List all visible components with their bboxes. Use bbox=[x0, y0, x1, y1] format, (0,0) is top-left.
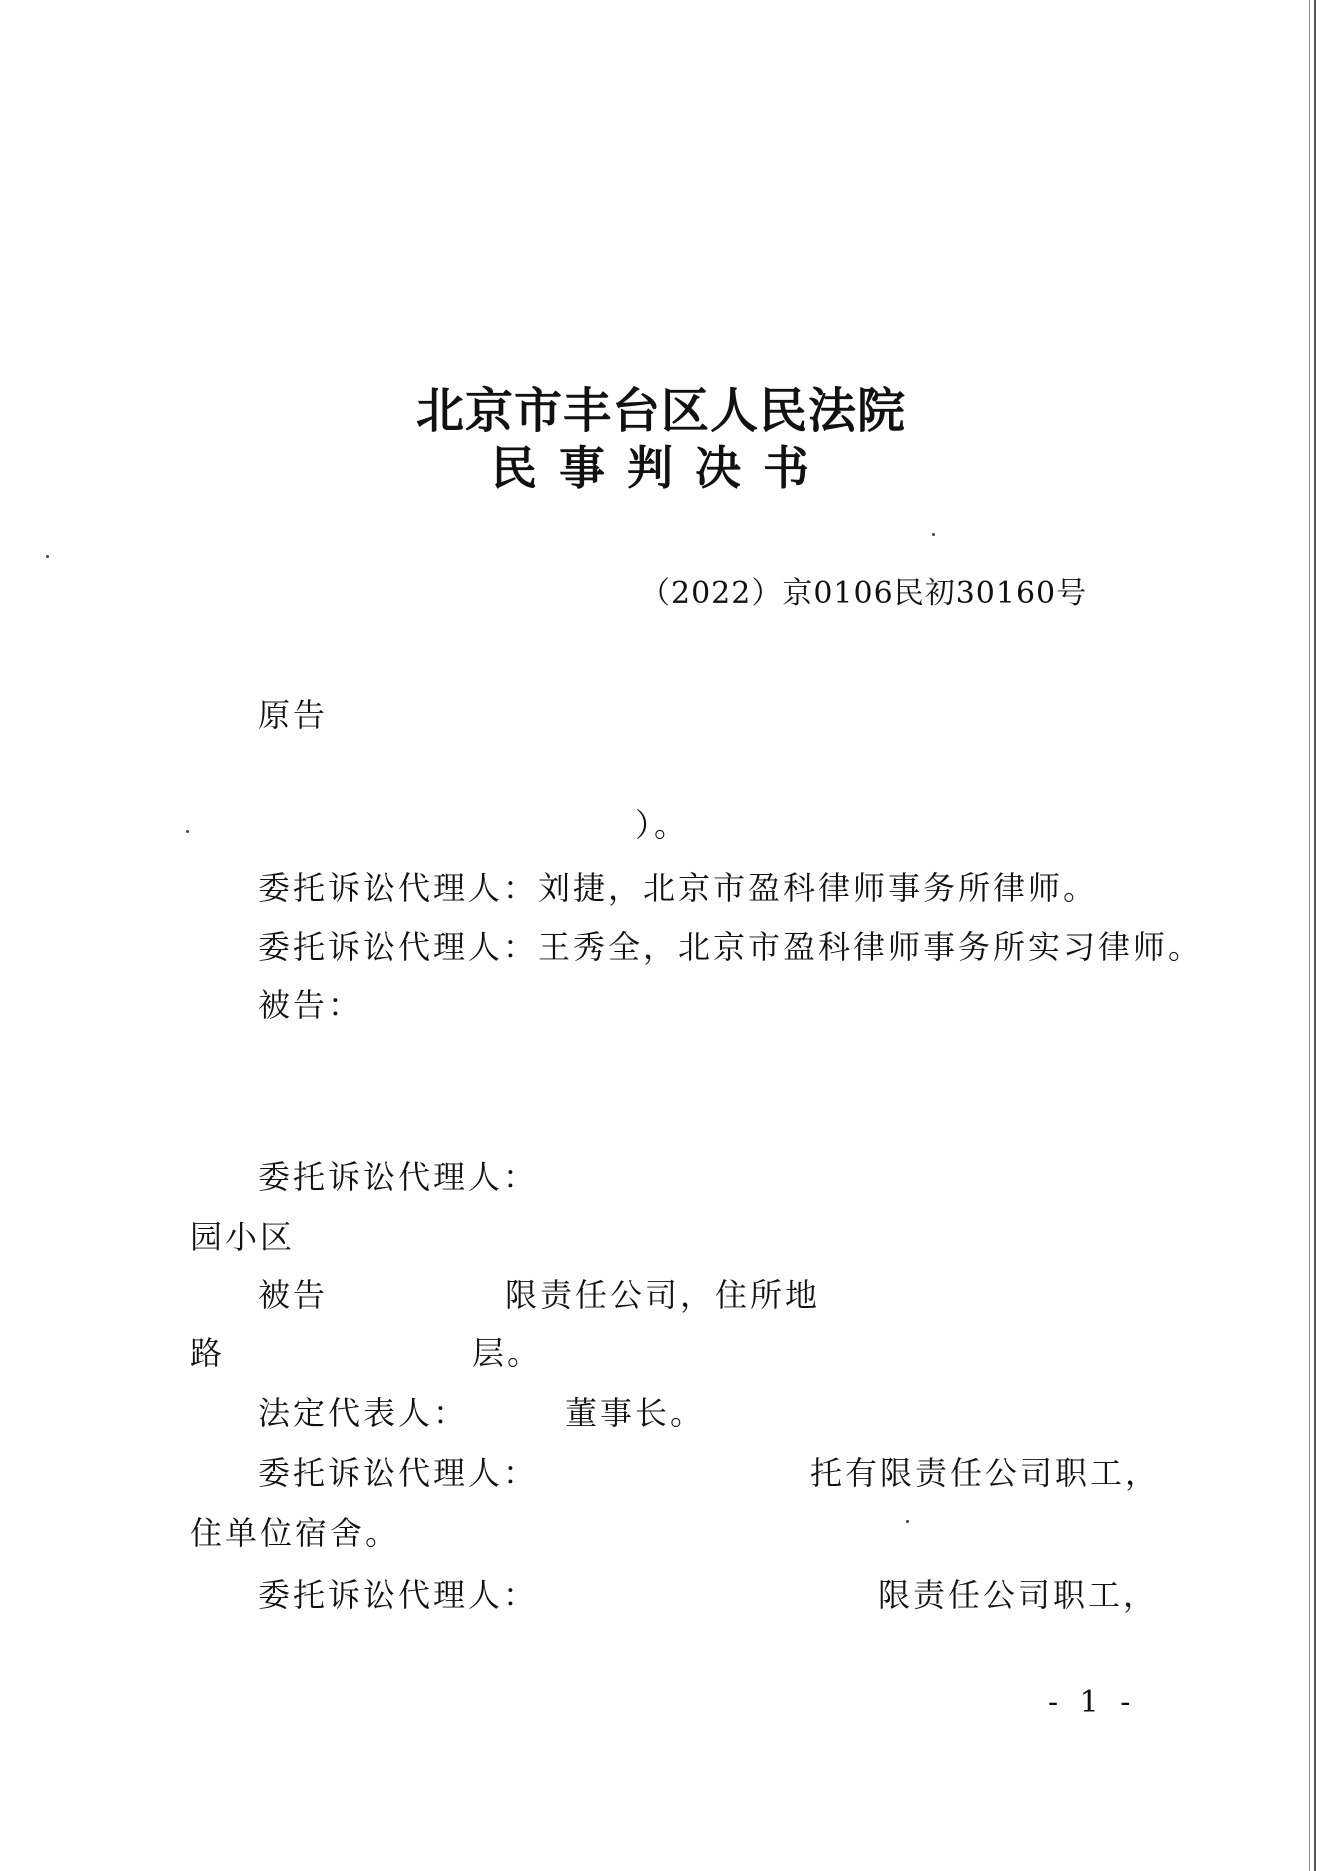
defendant-1-agent: 委托诉讼代理人： bbox=[258, 1158, 539, 1196]
page-number: - 1 - bbox=[1048, 1685, 1137, 1720]
scan-edge-line-inner bbox=[1309, 0, 1310, 1871]
defendant-2-agent-1-address: 住单位宿舍。 bbox=[190, 1514, 401, 1552]
case-number: （2022）京0106民初30160号 bbox=[640, 576, 1088, 611]
scan-speck bbox=[46, 555, 49, 558]
plaintiff-line: 原告 bbox=[258, 696, 329, 734]
defendant-2-name: 限责任公司，住所地 bbox=[505, 1276, 821, 1314]
defendant-2-agent-2-label: 委托诉讼代理人： bbox=[258, 1576, 539, 1614]
defendant-1-label: 被告： bbox=[258, 986, 364, 1024]
scan-speck bbox=[932, 533, 935, 536]
defendant-1-agent-address: 园小区 bbox=[190, 1218, 296, 1256]
scan-edge-line bbox=[1314, 0, 1316, 1871]
plaintiff-agent-2: 委托诉讼代理人：王秀全，北京市盈科律师事务所实习律师。 bbox=[258, 928, 1204, 966]
legal-representative-title: 董事长。 bbox=[565, 1394, 706, 1432]
defendant-2-address-start: 路 bbox=[190, 1334, 226, 1372]
defendant-2-address-end: 层。 bbox=[472, 1334, 543, 1372]
plaintiff-agent-1: 委托诉讼代理人：刘捷，北京市盈科律师事务所律师。 bbox=[258, 869, 1099, 907]
scan-speck bbox=[186, 830, 189, 833]
defendant-2-agent-1-text: 托有限责任公司职工， bbox=[810, 1454, 1161, 1492]
legal-representative-label: 法定代表人： bbox=[258, 1394, 469, 1432]
defendant-2-agent-2-text: 限责任公司职工， bbox=[878, 1576, 1159, 1614]
court-name: 北京市丰台区人民法院 bbox=[415, 383, 906, 439]
plaintiff-line-end: ）。 bbox=[635, 806, 690, 844]
document-type-title: 民事判决书 bbox=[491, 441, 831, 495]
scan-speck bbox=[906, 1520, 909, 1523]
defendant-2-label: 被告 bbox=[258, 1276, 329, 1314]
defendant-2-agent-1-label: 委托诉讼代理人： bbox=[258, 1454, 539, 1492]
